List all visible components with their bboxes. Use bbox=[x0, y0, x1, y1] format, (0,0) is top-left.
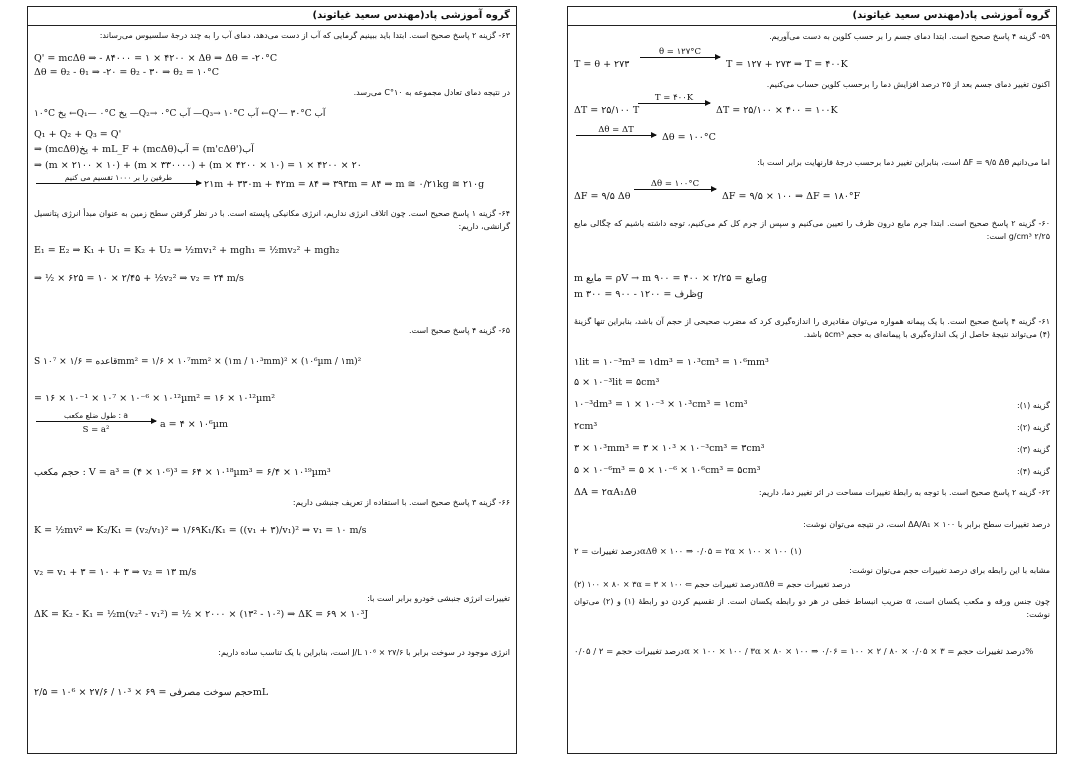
q59-arrow1 bbox=[640, 47, 720, 58]
q66-intro: ۶۶- گزینه ۳ پاسخ صحیح است. با استفاده از تعریف جنبشی داریم: bbox=[292, 498, 510, 507]
arrow-icon bbox=[36, 183, 201, 184]
left-page-header: گروه آموزشی پاد(مهندس سعید غیاثوند) bbox=[28, 7, 516, 26]
right-page bbox=[567, 6, 1057, 754]
arrow-icon bbox=[640, 57, 720, 58]
q62-note3: چون جنس ورقه و مکعب یکسان است، α ضریب انبساط خطی در هر دو رابطه یکسان است. از تقسیم کردن دو رابطهٔ (۱) و (۲) می‌توان نوشت: bbox=[574, 597, 1050, 619]
q62-intro: ۶۲- گزینه ۲ پاسخ صحیح است. با توجه به رابطهٔ تغییرات مساحت در اثر تغییر دما، داریم: bbox=[758, 488, 1050, 497]
q61-opt2-eq: ۲cm³ bbox=[574, 421, 598, 432]
q60-eq1: m مایع = ρV → m مایع = ۲/۲۵ × ۴۰۰ = ۹۰۰g bbox=[574, 273, 768, 284]
q59-eq1-left: T = θ + ۲۷۳ bbox=[574, 59, 630, 70]
q62-eq1: ΔA = ۲αA₁Δθ bbox=[574, 487, 637, 498]
arrow-icon bbox=[576, 135, 656, 136]
q59-eq1-right: T = ۱۲۷ + ۲۷۳ ⇒ T = ۴۰۰K bbox=[726, 59, 848, 70]
q63-arrow-label: طرفین را بر ۱۰۰۰ تقسیم می کنیم bbox=[64, 173, 173, 182]
q63-sum: Q₁ + Q₂ + Q₃ = Q' bbox=[34, 129, 122, 140]
q61-opt3-eq: ۳ × ۱۰³mm³ = ۳ × ۱۰³ × ۱۰⁻³cm³ = ۳cm³ bbox=[574, 443, 765, 454]
q61-opt1-eq: ۱۰⁻³dm³ = ۱ × ۱۰⁻³ × ۱۰³cm³ = ۱cm³ bbox=[574, 399, 748, 410]
right-page-header: گروه آموزشی پاد(مهندس سعید غیاثوند) bbox=[568, 7, 1056, 26]
q59-eq3: Δθ = ۱۰۰°C bbox=[662, 132, 716, 143]
q61-opt2-label: گزینه (۲): bbox=[1017, 423, 1050, 432]
q59-arrow2 bbox=[638, 93, 710, 104]
q59-note: اکنون تغییر دمای جسم بعد از ۲۵ درصد افزایش دما را برحسب کلوین حساب می‌کنیم. bbox=[766, 80, 1050, 89]
left-page bbox=[27, 6, 517, 754]
q62-eq3: (۲) ۱۰۰ × ۸۰ × ۳α = درصد تغییرات حجم ⇐ ۱۰۰ × ۳αΔθ = درصد تغییرات حجم bbox=[574, 580, 851, 589]
q65-eq2: = ۱۶ × ۱۰⁻¹ × ۱۰⁷ × ۱۰⁻⁶ × ۱۰¹²µm² = ۱۶ × ۱۰¹²µm² bbox=[34, 393, 276, 404]
q59-arrow4 bbox=[634, 179, 716, 190]
q63-arrow bbox=[36, 173, 201, 184]
q66-eq1: K = ½mv² ⇒ K₂/K₁ = (v₂/v₁)² ⇒ ۱/۶۹K₁/K₁ = ((v₁ + ۳)/v₁)² ⇒ v₁ = ۱۰ m/s bbox=[34, 525, 367, 536]
q63-eq5: ۲۱m + ۳۳۰m + ۴۲m = ۸۴ ⇒ ۳۹۳m = ۸۴ ⇒ m ≅ ۰/۲۱kg ≅ ۲۱۰g bbox=[204, 179, 485, 190]
q66-eq2: v₂ = v₁ + ۳ = ۱۰ + ۳ ⇒ v₂ = ۱۳ m/s bbox=[34, 567, 197, 578]
q63-chain: ۱۰°C یخ ←Q₁— ۰°C یخ —Q₂→ ۰°C آب —Q₃→ ۱۰°C آب ←Q'— ۳۰°C آب bbox=[34, 109, 326, 119]
q66-note: تغییرات انرژی جنبشی خودرو برابر است با: bbox=[367, 594, 510, 603]
q63-eq1: Q' = mcΔθ ⇒ - ۸۴۰۰۰ = ۱ × ۴۲۰۰ × Δθ ⇒ Δθ = -۲۰°C bbox=[34, 53, 278, 64]
q61-opt4-label: گزینه (۴): bbox=[1017, 467, 1050, 476]
q63-eq3: ⇒ (mcΔθ)یخ + mL_F + (mcΔθ)آب = (m'cΔθ')آب bbox=[34, 144, 254, 155]
q59-arrow3 bbox=[576, 125, 656, 136]
q59-arrow2-label: T = ۴۰۰K bbox=[654, 93, 694, 103]
q62-eq2: درصد تغییرات = ۲αΔθ × ۱۰۰ ⇒ ۰/۰۵ = ۲α × ۱۰۰ × ۱۰۰ (۱) bbox=[574, 547, 802, 557]
q64-intro: ۶۴- گزینه ۱ پاسخ صحیح است. چون اتلاف انرژی نداریم، انرژی مکانیکی پایسته است. با در نظر گرفتن سطح زمین به عنوان مبدأ انرژی پتانسیل گرانشی، داریم: bbox=[34, 209, 511, 231]
q65-arrow-under: S = a² bbox=[82, 425, 110, 435]
q65-arrow-label: a : طول ضلع مکعب bbox=[64, 411, 128, 420]
q61-intro: ۶۱- گزینه ۴ پاسخ صحیح است. با یک پیمانه همواره می‌توان مقادیری را اندازه‌گیری کرد که مضرب صحیحی از حجم آن باشد، بنابراین تنها گزینهٔ (۴) می‌تواند نتیجهٔ حاصل از یک اندازه‌گیری با پیمانه‌ای به حجم ۵cm³ باشد. bbox=[574, 317, 1051, 339]
q59-intro: ۵۹- گزینه ۴ پاسخ صحیح است. ابتدا دمای جسم را بر حسب کلوین به دست می‌آوریم. bbox=[769, 32, 1050, 41]
arrow-icon bbox=[36, 421, 156, 422]
q65-eq1: S قاعده = ۱/۶ × ۱۰⁷mm² = ۱/۶ × ۱۰⁷mm² × (۱m / ۱۰³mm)² × (۱۰⁶µm / ۱m)² bbox=[34, 357, 362, 367]
q59-eq2-left: ΔT = ۲۵/۱۰۰ T bbox=[574, 105, 640, 116]
q60-eq2: m ظرف = ۱۲۰۰ - ۹۰۰ = ۳۰۰g bbox=[574, 289, 704, 300]
q62-eq4: ۰/۰۵ / درصد تغییرات حجم = ۲α × ۱۰۰ × ۱۰۰ / ۳α × ۸۰ × ۱۰۰ ⇒ درصد تغییرات حجم = ۳ × ۰/۰۵ × ۸۰ / ۲ × ۱۰۰ = ۰/۰۶% bbox=[574, 647, 1034, 657]
q63-eq2: Δθ = θ₂ - θ₁ ⇒ -۲۰ = θ₂ - ۳۰ ⇒ θ₂ = ۱۰°C bbox=[34, 67, 220, 78]
q65-eq3: a = ۴ × ۱۰⁶µm bbox=[160, 419, 228, 430]
q63-note: در نتیجه دمای تعادل مجموعه به ۱۰°C می‌رسد. bbox=[353, 88, 510, 97]
q64-eq1: E₁ = E₂ ⇒ K₁ + U₁ = K₂ + U₂ ⇒ ½mv₁² + mgh₁ = ½mv₂² + mgh₂ bbox=[34, 245, 340, 256]
arrow-icon bbox=[634, 189, 716, 190]
q59-arrow3-label: Δθ = ΔT bbox=[598, 125, 634, 135]
q61-opt4-eq: ۵ × ۱۰⁻⁶m³ = ۵ × ۱۰⁻⁶ × ۱۰⁶cm³ = ۵cm³ bbox=[574, 465, 761, 476]
q62-note2: مشابه با این رابطه برای درصد تغییرات حجم می‌توان نوشت: bbox=[849, 566, 1050, 575]
q63-intro: ۶۳- گزینه ۲ پاسخ صحیح است. ابتدا باید ببینیم گرمایی که آب از دست می‌دهد، دمای آب را به چند درجهٔ سلسیوس می‌رساند: bbox=[99, 31, 510, 40]
q59-note2: اما می‌دانیم ΔF = ۹/۵ Δθ است، بنابراین تغییر دما برحسب درجهٔ فارنهایت برابر است با: bbox=[757, 158, 1050, 167]
q66-eq3: ΔK = K₂ - K₁ = ½m(v₂² - v₁²) = ½ × ۲۰۰۰ × (۱۳² - ۱۰²) ⇒ ΔK = ۶۹ × ۱۰³J bbox=[34, 609, 369, 620]
q61-opt3-label: گزینه (۳): bbox=[1017, 445, 1050, 454]
q59-arrow4-label: Δθ = ۱۰۰°C bbox=[650, 179, 700, 189]
q60-intro: ۶۰- گزینه ۲ پاسخ صحیح است. ابتدا جرم مایع درون ظرف را تعیین می‌کنیم و سپس از جرم کل کم می‌کنیم، توجه داشته باشیم که چگالی مایع ۲/۲۵ g/cm³ است: bbox=[574, 219, 1050, 241]
q65-intro: ۶۵- گزینه ۴ پاسخ صحیح است. bbox=[408, 326, 510, 335]
q65-arrow bbox=[36, 411, 156, 435]
q59-eq2-right: ΔT = ۲۵/۱۰۰ × ۴۰۰ = ۱۰۰K bbox=[716, 105, 838, 116]
q59-eq4-left: ΔF = ۹/۵ Δθ bbox=[574, 191, 631, 202]
q65-eq4: حجم مکعب : V = a³ = (۴ × ۱۰⁶)³ = ۶۴ × ۱۰¹⁸µm³ = ۶/۴ × ۱۰¹⁹µm³ bbox=[34, 467, 331, 478]
q66-eq4: حجم سوخت مصرفی = ۶۹ × ۱۰³ / ۲۷/۶ × ۱۰⁶ = ۲/۵mL bbox=[34, 687, 269, 698]
q62-note: درصد تغییرات سطح برابر با ۱۰۰ × ΔA/A₁ است، در نتیجه می‌توان نوشت: bbox=[803, 520, 1050, 529]
q59-eq4-right: ΔF = ۹/۵ × ۱۰۰ ⇒ ΔF = ۱۸۰°F bbox=[722, 191, 861, 202]
q63-eq4: ⇒ (m × ۲۱۰۰ × ۱۰) + (m × ۳۳۰۰۰۰) + (m × ۴۲۰۰ × ۱۰) = ۱ × ۴۲۰۰ × ۲۰ bbox=[34, 160, 362, 171]
q61-opt1-label: گزینه (۱): bbox=[1017, 401, 1050, 410]
q61-eq2: ۵ × ۱۰⁻³lit = ۵cm³ bbox=[574, 377, 660, 388]
q66-note2: انرژی موجود در سوخت برابر با ۲۷/۶ × ۱۰⁶ J/L است، بنابراین با یک تناسب ساده داریم: bbox=[218, 648, 510, 657]
q59-arrow1-label: θ = ۱۲۷°C bbox=[658, 47, 702, 57]
q64-eq2: ⇒ ½ × ۶۲۵ = ۱۰ × ۲/۴۵ + ½v₂² ⇒ v₂ = ۲۴ m/s bbox=[34, 273, 244, 284]
q61-eq1: ۱lit = ۱۰⁻³m³ = ۱dm³ = ۱۰³cm³ = ۱۰⁶mm³ bbox=[574, 357, 769, 368]
arrow-icon bbox=[638, 103, 710, 104]
